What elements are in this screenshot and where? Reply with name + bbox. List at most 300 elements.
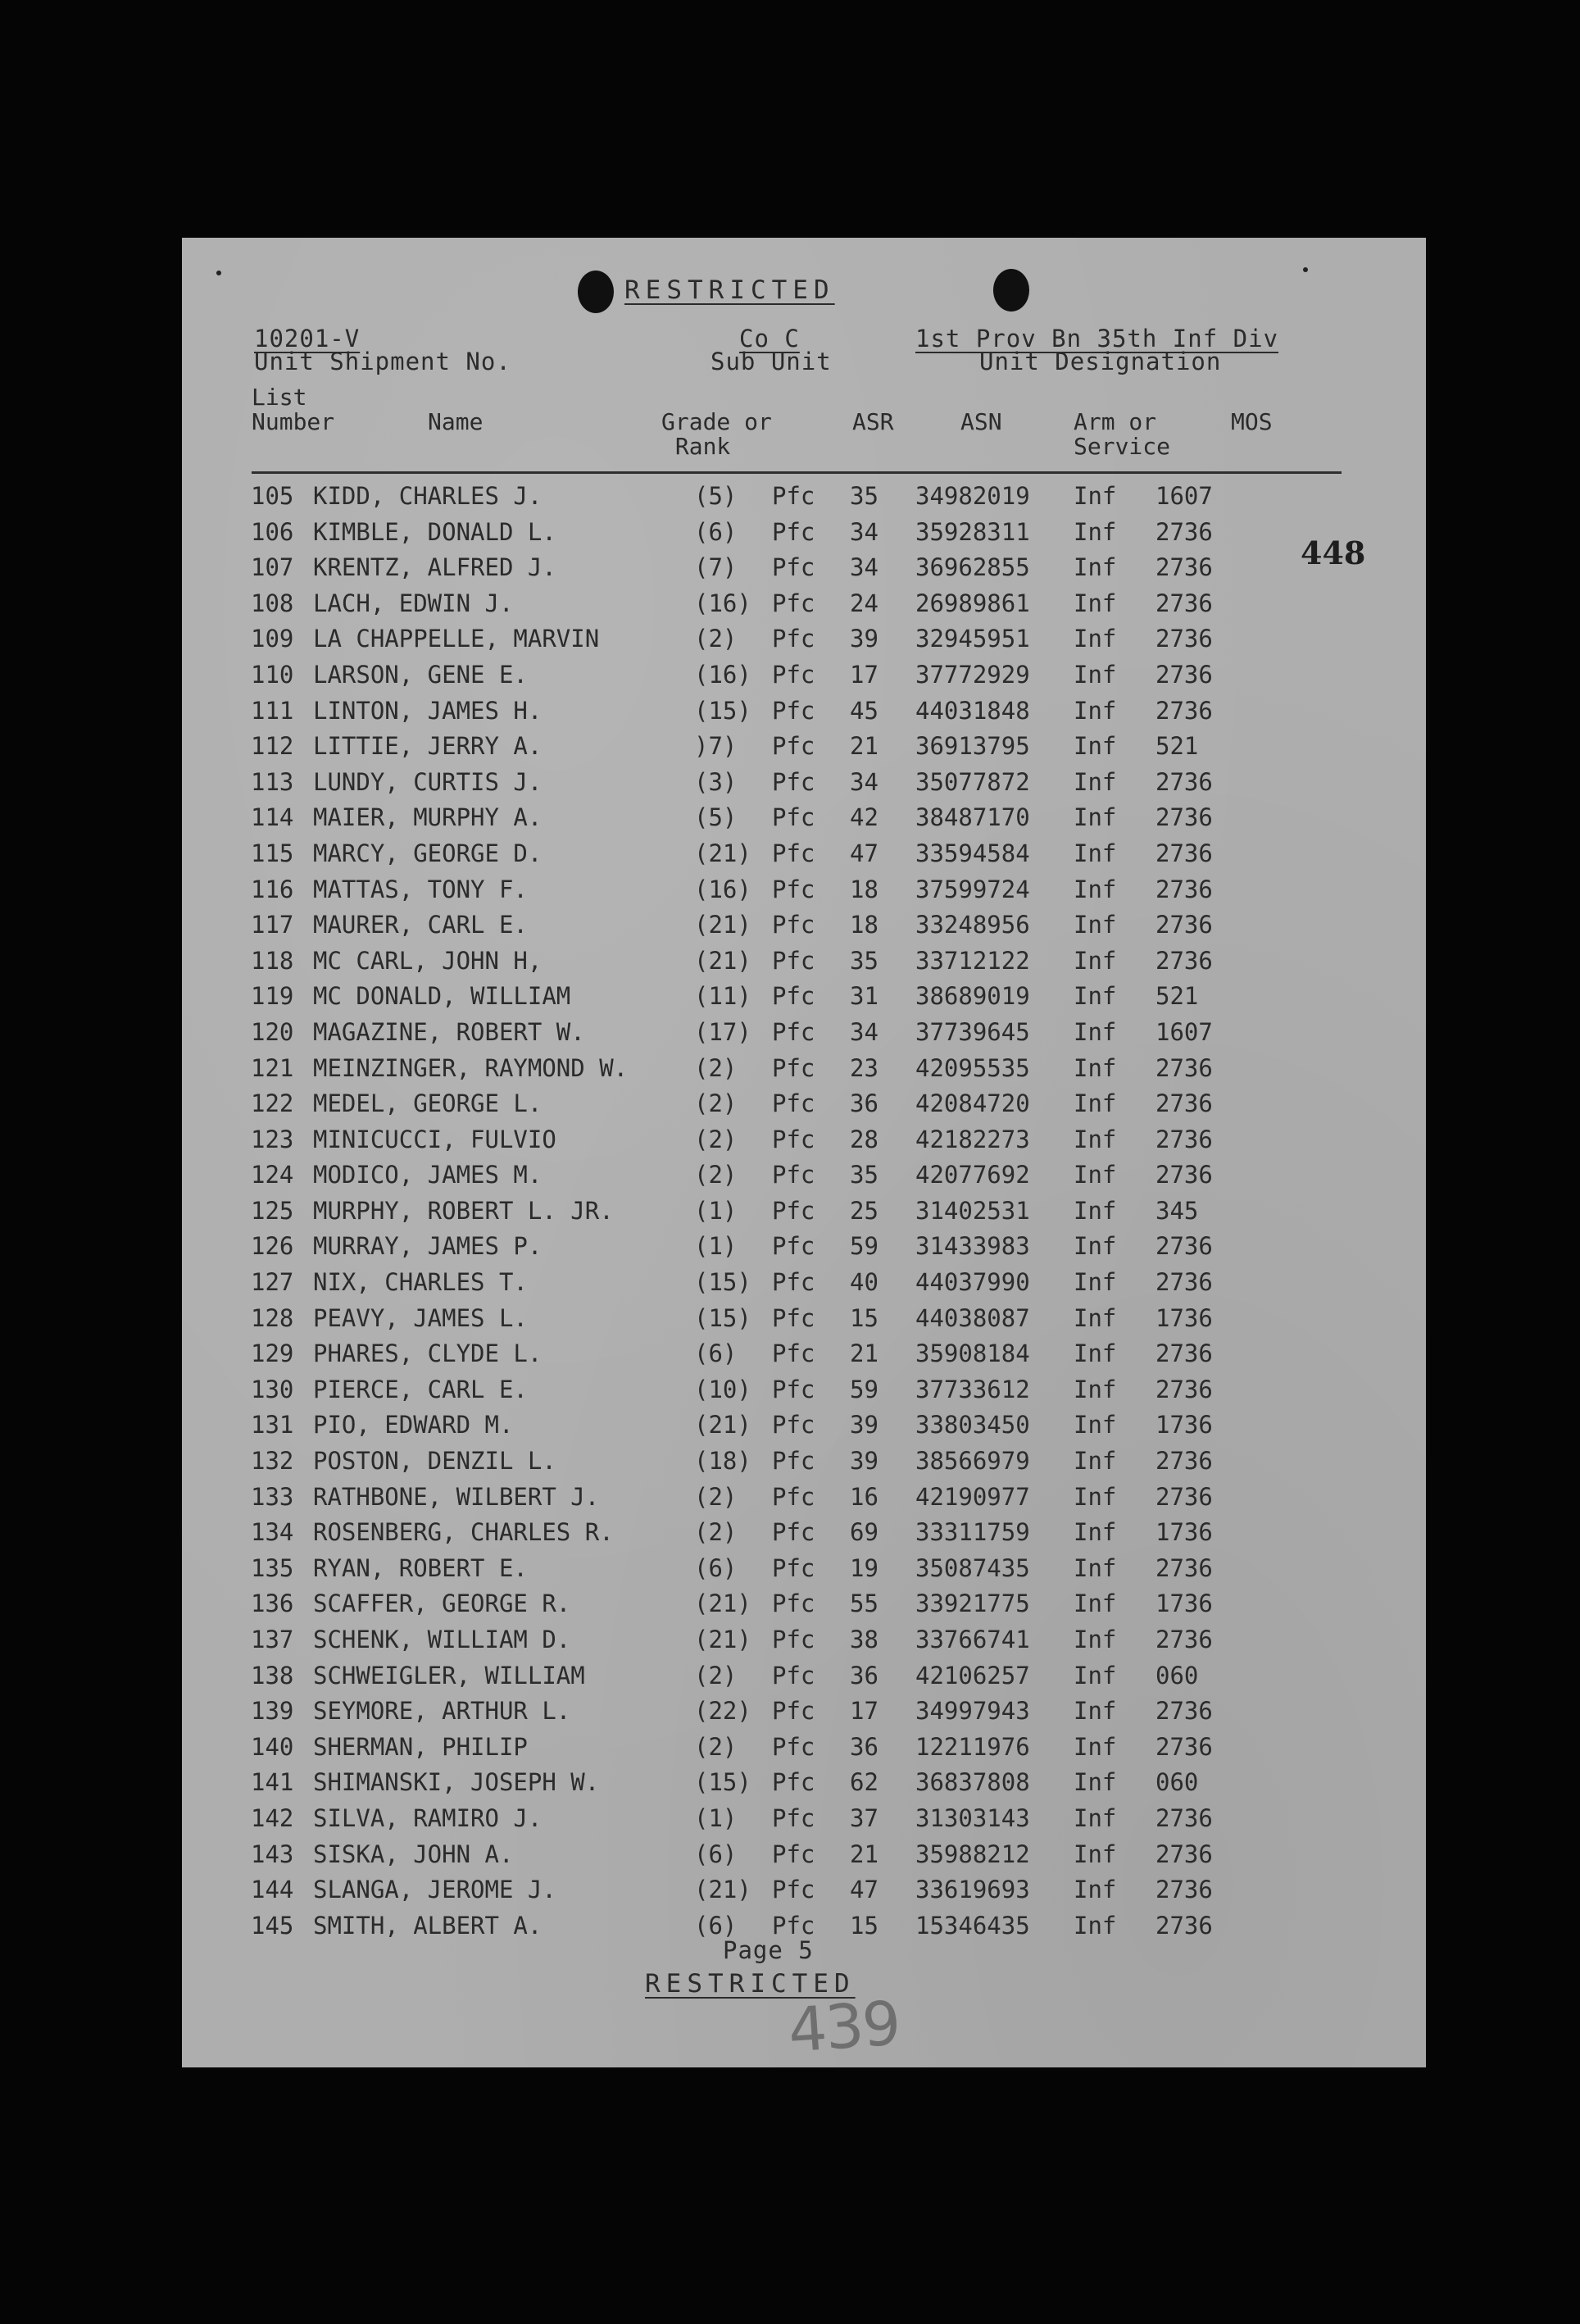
col-asr: ASR xyxy=(852,408,894,435)
cell-grade: (2) xyxy=(694,1661,738,1690)
cell-grade: (3) xyxy=(694,767,738,796)
cell-rank: Pfc xyxy=(772,1053,815,1082)
table-row xyxy=(182,798,1426,835)
cell-num: 133 xyxy=(251,1482,294,1511)
cell-rank: Pfc xyxy=(772,982,815,1011)
cell-asr: 47 xyxy=(850,839,879,867)
cell-grade: (22) xyxy=(694,1697,751,1726)
table-row xyxy=(182,1406,1426,1442)
table-row xyxy=(182,477,1426,513)
cell-mos: 1736 xyxy=(1155,1518,1213,1547)
col-list-number: List Number xyxy=(252,384,335,435)
cell-asr: 15 xyxy=(850,1303,879,1332)
cell-rank: Pfc xyxy=(772,911,815,939)
table-row xyxy=(182,1871,1426,1907)
cell-grade: (2) xyxy=(694,1161,738,1189)
cell-arm: Inf xyxy=(1074,1876,1117,1904)
cell-num: 106 xyxy=(251,517,294,546)
cell-asr: 21 xyxy=(850,1840,879,1868)
cell-rank: Pfc xyxy=(772,1161,815,1189)
cell-mos: 060 xyxy=(1155,1661,1199,1690)
cell-num: 135 xyxy=(251,1553,294,1582)
cell-mos: 2736 xyxy=(1155,660,1213,689)
cell-arm: Inf xyxy=(1074,482,1117,510)
cell-grade: (2) xyxy=(694,1482,738,1511)
cell-asr: 34 xyxy=(850,553,879,582)
table-row xyxy=(182,1763,1426,1799)
cell-arm: Inf xyxy=(1074,696,1117,725)
cell-name: PHARES, CLYDE L. xyxy=(313,1339,543,1368)
cell-asr: 42 xyxy=(850,803,879,832)
cell-rank: Pfc xyxy=(772,946,815,975)
page-label: Page 5 xyxy=(723,1936,814,1964)
cell-num: 116 xyxy=(251,875,294,903)
cell-num: 124 xyxy=(251,1161,294,1189)
cell-name: KIMBLE, DONALD L. xyxy=(313,517,556,546)
cell-asr: 35 xyxy=(850,946,879,975)
cell-asr: 17 xyxy=(850,660,879,689)
cell-asn: 12211976 xyxy=(915,1732,1030,1761)
cell-rank: Pfc xyxy=(772,1803,815,1832)
cell-mos: 2736 xyxy=(1155,1697,1213,1726)
cell-asn: 36962855 xyxy=(915,553,1030,582)
cell-mos: 2736 xyxy=(1155,1732,1213,1761)
col-asn: ASN xyxy=(960,408,1002,435)
cell-name: RATHBONE, WILBERT J. xyxy=(313,1482,600,1511)
cell-asn: 42077692 xyxy=(915,1161,1030,1189)
cell-rank: Pfc xyxy=(772,1268,815,1297)
cell-name: SLANGA, JEROME J. xyxy=(313,1876,556,1904)
cell-arm: Inf xyxy=(1074,517,1117,546)
unit-designation-label: Unit Designation xyxy=(979,348,1222,375)
cell-num: 122 xyxy=(251,1089,294,1118)
cell-name: SCAFFER, GEORGE R. xyxy=(313,1590,571,1618)
cell-rank: Pfc xyxy=(772,1697,815,1726)
cell-num: 145 xyxy=(251,1911,294,1940)
cell-mos: 2736 xyxy=(1155,1268,1213,1297)
cell-asr: 59 xyxy=(850,1375,879,1403)
cell-grade: (6) xyxy=(694,1553,738,1582)
cell-num: 108 xyxy=(251,589,294,617)
cell-arm: Inf xyxy=(1074,589,1117,617)
cell-num: 130 xyxy=(251,1375,294,1403)
cell-rank: Pfc xyxy=(772,767,815,796)
cell-grade: (1) xyxy=(694,1232,738,1261)
cell-asr: 34 xyxy=(850,517,879,546)
table-row xyxy=(182,1335,1426,1371)
cell-name: MURRAY, JAMES P. xyxy=(313,1232,543,1261)
table-row xyxy=(182,1299,1426,1335)
cell-arm: Inf xyxy=(1074,875,1117,903)
cell-mos: 1607 xyxy=(1155,1017,1213,1046)
cell-arm: Inf xyxy=(1074,1482,1117,1511)
cell-asn: 34997943 xyxy=(915,1697,1030,1726)
unit-shipment-label: Unit Shipment No. xyxy=(254,348,511,375)
cell-num: 110 xyxy=(251,660,294,689)
cell-name: SHIMANSKI, JOSEPH W. xyxy=(313,1768,600,1797)
cell-mos: 2736 xyxy=(1155,911,1213,939)
cell-arm: Inf xyxy=(1074,1768,1117,1797)
cell-asn: 38689019 xyxy=(915,982,1030,1011)
cell-arm: Inf xyxy=(1074,839,1117,867)
cell-arm: Inf xyxy=(1074,1661,1117,1690)
cell-grade: (6) xyxy=(694,517,738,546)
cell-mos: 2736 xyxy=(1155,1053,1213,1082)
cell-rank: Pfc xyxy=(772,1661,815,1690)
cell-asr: 36 xyxy=(850,1089,879,1118)
cell-rank: Pfc xyxy=(772,1840,815,1868)
table-row xyxy=(182,1835,1426,1871)
cell-name: MURPHY, ROBERT L. JR. xyxy=(313,1196,614,1225)
cell-mos: 2736 xyxy=(1155,1626,1213,1653)
cell-mos: 2736 xyxy=(1155,1339,1213,1368)
cell-asr: 25 xyxy=(850,1196,879,1225)
cell-rank: Pfc xyxy=(772,1876,815,1904)
cell-asr: 18 xyxy=(850,875,879,903)
cell-mos: 521 xyxy=(1155,982,1199,1011)
sub-unit-label: Sub Unit xyxy=(711,348,832,375)
cell-asn: 15346435 xyxy=(915,1911,1030,1940)
cell-num: 111 xyxy=(251,696,294,725)
cell-grade: (2) xyxy=(694,1125,738,1153)
cell-rank: Pfc xyxy=(772,1339,815,1368)
cell-arm: Inf xyxy=(1074,1411,1117,1439)
cell-asn: 33248956 xyxy=(915,911,1030,939)
cell-rank: Pfc xyxy=(772,553,815,582)
cell-name: SHERMAN, PHILIP xyxy=(313,1732,528,1761)
cell-name: ROSENBERG, CHARLES R. xyxy=(313,1518,614,1547)
punch-hole-left xyxy=(578,271,614,313)
table-row xyxy=(182,763,1426,799)
cell-arm: Inf xyxy=(1074,1911,1117,1940)
cell-rank: Pfc xyxy=(772,1553,815,1582)
cell-rank: Pfc xyxy=(772,1911,815,1940)
cell-rank: Pfc xyxy=(772,1196,815,1225)
cell-rank: Pfc xyxy=(772,732,815,761)
cell-asn: 42190977 xyxy=(915,1482,1030,1511)
table-row xyxy=(182,1549,1426,1585)
cell-num: 129 xyxy=(251,1339,294,1368)
cell-asn: 33766741 xyxy=(915,1626,1030,1653)
table-row xyxy=(182,906,1426,942)
table-row xyxy=(182,1227,1426,1263)
cell-name: SCHWEIGLER, WILLIAM xyxy=(313,1661,585,1690)
cell-arm: Inf xyxy=(1074,625,1117,653)
table-row xyxy=(182,1049,1426,1085)
cell-num: 105 xyxy=(251,482,294,510)
cell-num: 125 xyxy=(251,1196,294,1225)
cell-mos: 2736 xyxy=(1155,1125,1213,1153)
cell-grade: (21) xyxy=(694,1876,751,1904)
cell-grade: (16) xyxy=(694,875,751,903)
cell-arm: Inf xyxy=(1074,1053,1117,1082)
cell-arm: Inf xyxy=(1074,946,1117,975)
cell-grade: )7) xyxy=(694,732,738,761)
cell-arm: Inf xyxy=(1074,911,1117,939)
cell-rank: Pfc xyxy=(772,1590,815,1618)
cell-name: PEAVY, JAMES L. xyxy=(313,1303,528,1332)
cell-asr: 21 xyxy=(850,732,879,761)
cell-arm: Inf xyxy=(1074,1017,1117,1046)
cell-rank: Pfc xyxy=(772,1375,815,1403)
cell-arm: Inf xyxy=(1074,732,1117,761)
cell-name: LACH, EDWIN J. xyxy=(313,589,514,617)
cell-mos: 2736 xyxy=(1155,1232,1213,1261)
cell-asr: 36 xyxy=(850,1732,879,1761)
cell-asn: 44031848 xyxy=(915,696,1030,725)
table-row xyxy=(182,1728,1426,1764)
cell-grade: (21) xyxy=(694,911,751,939)
cell-asr: 34 xyxy=(850,767,879,796)
cell-grade: (1) xyxy=(694,1803,738,1832)
cell-asr: 59 xyxy=(850,1232,879,1261)
cell-arm: Inf xyxy=(1074,1840,1117,1868)
cell-rank: Pfc xyxy=(772,1732,815,1761)
cell-rank: Pfc xyxy=(772,1768,815,1797)
cell-arm: Inf xyxy=(1074,767,1117,796)
cell-asr: 36 xyxy=(850,1661,879,1690)
cell-asr: 16 xyxy=(850,1482,879,1511)
cell-asn: 31402531 xyxy=(915,1196,1030,1225)
cell-num: 136 xyxy=(251,1590,294,1618)
cell-asn: 42106257 xyxy=(915,1661,1030,1690)
cell-num: 121 xyxy=(251,1053,294,1082)
cell-asr: 19 xyxy=(850,1553,879,1582)
cell-num: 138 xyxy=(251,1661,294,1690)
table-row xyxy=(182,1442,1426,1478)
document-page xyxy=(182,238,1426,2067)
cell-mos: 1607 xyxy=(1155,482,1213,510)
cell-mos: 1736 xyxy=(1155,1590,1213,1618)
cell-asn: 33619693 xyxy=(915,1876,1030,1904)
cell-arm: Inf xyxy=(1074,660,1117,689)
cell-asn: 38487170 xyxy=(915,803,1030,832)
cell-num: 119 xyxy=(251,982,294,1011)
cell-arm: Inf xyxy=(1074,1125,1117,1153)
unit-shipment-no: 10201-V xyxy=(254,325,361,352)
cell-name: MAURER, CARL E. xyxy=(313,911,528,939)
cell-asn: 33594584 xyxy=(915,839,1030,867)
cell-num: 137 xyxy=(251,1626,294,1653)
cell-name: SMITH, ALBERT A. xyxy=(313,1911,543,1940)
table-row xyxy=(182,692,1426,728)
cell-num: 114 xyxy=(251,803,294,832)
cell-rank: Pfc xyxy=(772,1125,815,1153)
paper-mark xyxy=(216,271,221,275)
cell-asn: 35077872 xyxy=(915,767,1030,796)
cell-mos: 2736 xyxy=(1155,803,1213,832)
cell-mos: 2736 xyxy=(1155,625,1213,653)
cell-asn: 32945951 xyxy=(915,625,1030,653)
cell-grade: (2) xyxy=(694,1053,738,1082)
cell-grade: (21) xyxy=(694,1626,751,1653)
cell-name: MEINZINGER, RAYMOND W. xyxy=(313,1053,629,1082)
table-row xyxy=(182,1478,1426,1514)
cell-asn: 42095535 xyxy=(915,1053,1030,1082)
cell-asn: 44037990 xyxy=(915,1268,1030,1297)
cell-asr: 69 xyxy=(850,1518,879,1547)
cell-num: 118 xyxy=(251,946,294,975)
cell-name: MEDEL, GEORGE L. xyxy=(313,1089,543,1118)
cell-rank: Pfc xyxy=(772,517,815,546)
cell-mos: 2736 xyxy=(1155,553,1213,582)
cell-num: 131 xyxy=(251,1411,294,1439)
table-row xyxy=(182,1156,1426,1192)
cell-name: LARSON, GENE E. xyxy=(313,660,528,689)
cell-asn: 36837808 xyxy=(915,1768,1030,1797)
cell-rank: Pfc xyxy=(772,1303,815,1332)
cell-name: RYAN, ROBERT E. xyxy=(313,1553,528,1582)
cell-name: SCHENK, WILLIAM D. xyxy=(313,1626,571,1653)
cell-name: MC CARL, JOHN H, xyxy=(313,946,543,975)
cell-name: PIERCE, CARL E. xyxy=(313,1375,528,1403)
cell-grade: (16) xyxy=(694,660,751,689)
cell-arm: Inf xyxy=(1074,1518,1117,1547)
cell-grade: (2) xyxy=(694,625,738,653)
cell-asr: 37 xyxy=(850,1803,879,1832)
cell-asn: 37739645 xyxy=(915,1017,1030,1046)
cell-grade: (18) xyxy=(694,1447,751,1476)
cell-arm: Inf xyxy=(1074,1590,1117,1618)
cell-arm: Inf xyxy=(1074,1303,1117,1332)
cell-num: 132 xyxy=(251,1447,294,1476)
cell-asr: 62 xyxy=(850,1768,879,1797)
cell-arm: Inf xyxy=(1074,1626,1117,1653)
cell-rank: Pfc xyxy=(772,1518,815,1547)
cell-grade: (2) xyxy=(694,1732,738,1761)
cell-asr: 23 xyxy=(850,1053,879,1082)
cell-asn: 35908184 xyxy=(915,1339,1030,1368)
cell-asr: 35 xyxy=(850,1161,879,1189)
cell-grade: (15) xyxy=(694,1268,751,1297)
table-row xyxy=(182,942,1426,978)
table-row xyxy=(182,1585,1426,1621)
cell-grade: (6) xyxy=(694,1339,738,1368)
cell-num: 126 xyxy=(251,1232,294,1261)
cell-asr: 40 xyxy=(850,1268,879,1297)
cell-num: 144 xyxy=(251,1876,294,1904)
cell-num: 120 xyxy=(251,1017,294,1046)
cell-name: MAGAZINE, ROBERT W. xyxy=(313,1017,585,1046)
cell-arm: Inf xyxy=(1074,1268,1117,1297)
cell-name: MATTAS, TONY F. xyxy=(313,875,528,903)
cell-mos: 2736 xyxy=(1155,1375,1213,1403)
table-row xyxy=(182,871,1426,907)
cell-rank: Pfc xyxy=(772,839,815,867)
cell-asr: 21 xyxy=(850,1339,879,1368)
cell-rank: Pfc xyxy=(772,589,815,617)
cell-mos: 2736 xyxy=(1155,1803,1213,1832)
cell-rank: Pfc xyxy=(772,1232,815,1261)
cell-grade: (21) xyxy=(694,839,751,867)
cell-mos: 2736 xyxy=(1155,1840,1213,1868)
cell-rank: Pfc xyxy=(772,1017,815,1046)
cell-arm: Inf xyxy=(1074,1803,1117,1832)
cell-name: SILVA, RAMIRO J. xyxy=(313,1803,543,1832)
cell-rank: Pfc xyxy=(772,482,815,510)
cell-rank: Pfc xyxy=(772,875,815,903)
cell-rank: Pfc xyxy=(772,803,815,832)
cell-rank: Pfc xyxy=(772,625,815,653)
cell-mos: 2736 xyxy=(1155,1553,1213,1582)
cell-num: 141 xyxy=(251,1768,294,1797)
col-grade-rank: Grade or Rank xyxy=(661,408,772,460)
col-arm-service: Arm or Service xyxy=(1074,408,1171,460)
table-row xyxy=(182,977,1426,1013)
cell-num: 128 xyxy=(251,1303,294,1332)
cell-asr: 38 xyxy=(850,1626,879,1653)
table-row xyxy=(182,1192,1426,1228)
cell-grade: (21) xyxy=(694,946,751,975)
cell-num: 115 xyxy=(251,839,294,867)
cell-asr: 24 xyxy=(850,589,879,617)
cell-grade: (15) xyxy=(694,1303,751,1332)
cell-name: MINICUCCI, FULVIO xyxy=(313,1125,556,1153)
cell-num: 127 xyxy=(251,1268,294,1297)
cell-name: SISKA, JOHN A. xyxy=(313,1840,514,1868)
cell-name: LINTON, JAMES H. xyxy=(313,696,543,725)
cell-mos: 2736 xyxy=(1155,1482,1213,1511)
cell-name: PIO, EDWARD M. xyxy=(313,1411,514,1439)
header-rule xyxy=(252,471,1342,474)
cell-asr: 34 xyxy=(850,1017,879,1046)
cell-asr: 45 xyxy=(850,696,879,725)
table-row xyxy=(182,1657,1426,1693)
cell-name: SEYMORE, ARTHUR L. xyxy=(313,1697,571,1726)
cell-asr: 31 xyxy=(850,982,879,1011)
table-row xyxy=(182,1121,1426,1157)
cell-grade: (2) xyxy=(694,1518,738,1547)
cell-num: 117 xyxy=(251,911,294,939)
cell-num: 139 xyxy=(251,1697,294,1726)
table-row xyxy=(182,727,1426,763)
cell-mos: 1736 xyxy=(1155,1303,1213,1332)
table-row xyxy=(182,1513,1426,1549)
sub-unit: Co C xyxy=(739,325,800,352)
cell-asn: 38566979 xyxy=(915,1447,1030,1476)
paper-mark xyxy=(1303,267,1308,272)
cell-grade: (11) xyxy=(694,982,751,1011)
cell-name: LITTIE, JERRY A. xyxy=(313,732,543,761)
table-row xyxy=(182,1013,1426,1049)
cell-grade: (2) xyxy=(694,1089,738,1118)
cell-asr: 47 xyxy=(850,1876,879,1904)
cell-asn: 33803450 xyxy=(915,1411,1030,1439)
cell-mos: 2736 xyxy=(1155,1876,1213,1904)
cell-asn: 35928311 xyxy=(915,517,1030,546)
cell-asn: 37733612 xyxy=(915,1375,1030,1403)
table-row xyxy=(182,656,1426,692)
cell-mos: 521 xyxy=(1155,732,1199,761)
cell-arm: Inf xyxy=(1074,803,1117,832)
cell-mos: 345 xyxy=(1155,1196,1199,1225)
cell-asr: 15 xyxy=(850,1911,879,1940)
cell-grade: (21) xyxy=(694,1411,751,1439)
cell-name: MAIER, MURPHY A. xyxy=(313,803,543,832)
cell-num: 134 xyxy=(251,1518,294,1547)
cell-mos: 2736 xyxy=(1155,589,1213,617)
cell-arm: Inf xyxy=(1074,982,1117,1011)
cell-arm: Inf xyxy=(1074,1375,1117,1403)
cell-asr: 28 xyxy=(850,1125,879,1153)
cell-asr: 17 xyxy=(850,1697,879,1726)
restricted-footer: RESTRICTED xyxy=(645,1969,856,1999)
table-row xyxy=(182,620,1426,656)
cell-arm: Inf xyxy=(1074,1339,1117,1368)
cell-name: NIX, CHARLES T. xyxy=(313,1268,528,1297)
cell-grade: (17) xyxy=(694,1017,751,1046)
cell-grade: (6) xyxy=(694,1840,738,1868)
